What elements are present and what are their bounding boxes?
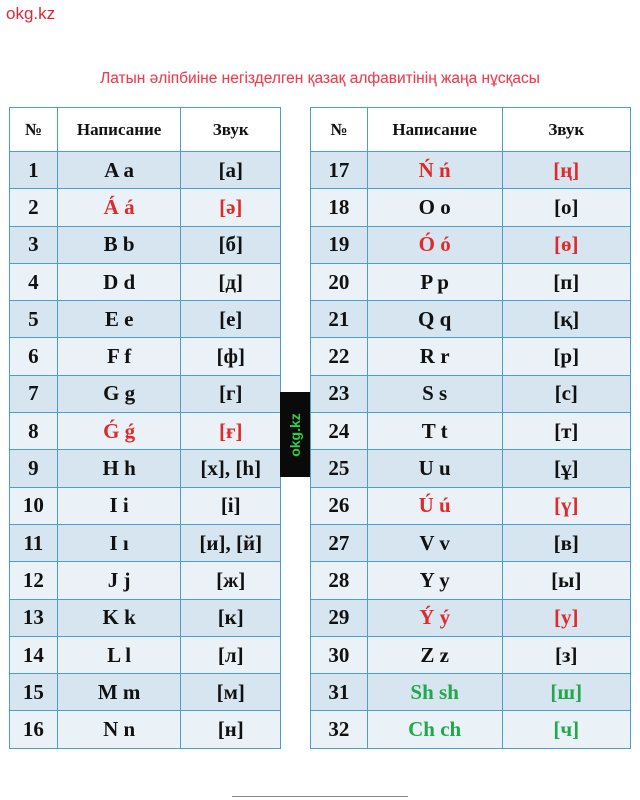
table-row xyxy=(10,226,281,263)
letter-spelling: Ý ý xyxy=(367,599,502,636)
letter-sound: [б] xyxy=(181,226,281,263)
table-row xyxy=(311,413,631,450)
letter-sound: [ы] xyxy=(502,562,630,599)
page-title: Латын әліпбиіне негізделген қазақ алфавитінің жаңа нұсқасы xyxy=(100,70,540,87)
letter-spelling: U u xyxy=(367,450,502,487)
letter-sound: [ғ] xyxy=(181,413,281,450)
row-number: 17 xyxy=(311,152,368,189)
row-number: 25 xyxy=(311,450,368,487)
letter-spelling: Ń ń xyxy=(367,152,502,189)
letter-sound: [у] xyxy=(502,599,630,636)
row-number: 27 xyxy=(311,524,368,561)
table-row xyxy=(10,674,281,711)
row-number: 8 xyxy=(10,413,58,450)
letter-spelling: P p xyxy=(367,263,502,300)
letter-spelling: L l xyxy=(57,636,181,673)
row-number: 9 xyxy=(10,450,58,487)
table-row xyxy=(311,599,631,636)
row-number: 5 xyxy=(10,301,58,338)
letter-spelling: Á á xyxy=(57,189,181,226)
alphabet-table-left xyxy=(9,107,281,749)
table-row xyxy=(10,562,281,599)
letter-sound: [ә] xyxy=(181,189,281,226)
header-spelling: Написание xyxy=(367,108,502,152)
letter-sound: [а] xyxy=(181,152,281,189)
letter-spelling: I i xyxy=(57,487,181,524)
table-row xyxy=(10,487,281,524)
letter-sound: [т] xyxy=(502,413,630,450)
letter-spelling: F f xyxy=(57,338,181,375)
letter-spelling: Y y xyxy=(367,562,502,599)
letter-spelling: Ch ch xyxy=(367,711,502,748)
letter-sound: [л] xyxy=(181,636,281,673)
table-row xyxy=(10,152,281,189)
letter-spelling: O o xyxy=(367,189,502,226)
row-number: 12 xyxy=(10,562,58,599)
letter-sound: [с] xyxy=(502,375,630,412)
letter-spelling: D d xyxy=(57,263,181,300)
row-number: 32 xyxy=(311,711,368,748)
table-row xyxy=(10,189,281,226)
letter-spelling: R r xyxy=(367,338,502,375)
letter-sound: [ж] xyxy=(181,562,281,599)
letter-spelling: E e xyxy=(57,301,181,338)
letter-sound: [і] xyxy=(181,487,281,524)
letter-spelling: N n xyxy=(57,711,181,748)
letter-sound: [м] xyxy=(181,674,281,711)
letter-sound: [х], [h] xyxy=(181,450,281,487)
table-row xyxy=(10,375,281,412)
letter-sound: [ө] xyxy=(502,226,630,263)
letter-spelling: B b xyxy=(57,226,181,263)
table-row xyxy=(311,487,631,524)
table-header-row xyxy=(311,108,631,152)
letter-sound: [д] xyxy=(181,263,281,300)
letter-spelling: I ı xyxy=(57,524,181,561)
letter-spelling: S s xyxy=(367,375,502,412)
row-number: 14 xyxy=(10,636,58,673)
letter-sound: [г] xyxy=(181,375,281,412)
table-row xyxy=(311,375,631,412)
letter-spelling: A a xyxy=(57,152,181,189)
bottom-divider xyxy=(232,796,408,797)
row-number: 10 xyxy=(10,487,58,524)
table-row xyxy=(311,189,631,226)
letter-sound: [ф] xyxy=(181,338,281,375)
row-number: 22 xyxy=(311,338,368,375)
header-number: № xyxy=(10,108,58,152)
table-row xyxy=(311,152,631,189)
letter-sound: [в] xyxy=(502,524,630,561)
table-row xyxy=(311,711,631,748)
row-number: 19 xyxy=(311,226,368,263)
table-row xyxy=(311,562,631,599)
row-number: 7 xyxy=(10,375,58,412)
row-number: 4 xyxy=(10,263,58,300)
letter-sound: [ш] xyxy=(502,674,630,711)
letter-sound: [ч] xyxy=(502,711,630,748)
letter-sound: [қ] xyxy=(502,301,630,338)
row-number: 3 xyxy=(10,226,58,263)
letter-spelling: Ó ó xyxy=(367,226,502,263)
header-spelling: Написание xyxy=(57,108,181,152)
row-number: 24 xyxy=(311,413,368,450)
letter-spelling: Q q xyxy=(367,301,502,338)
row-number: 21 xyxy=(311,301,368,338)
letter-sound: [е] xyxy=(181,301,281,338)
letter-spelling: Z z xyxy=(367,636,502,673)
header-number: № xyxy=(311,108,368,152)
table-row xyxy=(10,338,281,375)
letter-sound: [к] xyxy=(181,599,281,636)
row-number: 26 xyxy=(311,487,368,524)
row-number: 1 xyxy=(10,152,58,189)
table-row xyxy=(311,338,631,375)
table-row xyxy=(311,636,631,673)
row-number: 31 xyxy=(311,674,368,711)
table-row xyxy=(311,301,631,338)
letter-sound: [ң] xyxy=(502,152,630,189)
table-row xyxy=(311,674,631,711)
letter-sound: [р] xyxy=(502,338,630,375)
table-row xyxy=(311,524,631,561)
letter-sound: [о] xyxy=(502,189,630,226)
row-number: 20 xyxy=(311,263,368,300)
row-number: 29 xyxy=(311,599,368,636)
header-sound: Звук xyxy=(181,108,281,152)
letter-spelling: J j xyxy=(57,562,181,599)
row-number: 23 xyxy=(311,375,368,412)
row-number: 28 xyxy=(311,562,368,599)
letter-sound: [п] xyxy=(502,263,630,300)
letter-spelling: K k xyxy=(57,599,181,636)
table-row xyxy=(10,413,281,450)
table-row xyxy=(10,301,281,338)
row-number: 15 xyxy=(10,674,58,711)
letter-spelling: G g xyxy=(57,375,181,412)
table-row xyxy=(10,599,281,636)
letter-sound: [ұ] xyxy=(502,450,630,487)
watermark-badge xyxy=(280,392,310,477)
letter-spelling: T t xyxy=(367,413,502,450)
row-number: 11 xyxy=(10,524,58,561)
row-number: 16 xyxy=(10,711,58,748)
table-header-row xyxy=(10,108,281,152)
row-number: 18 xyxy=(311,189,368,226)
letter-spelling: V v xyxy=(367,524,502,561)
letter-sound: [и], [й] xyxy=(181,524,281,561)
site-link[interactable]: okg.kz xyxy=(6,4,56,23)
letter-spelling: Sh sh xyxy=(367,674,502,711)
letter-spelling: M m xyxy=(57,674,181,711)
table-row xyxy=(311,226,631,263)
row-number: 30 xyxy=(311,636,368,673)
table-row xyxy=(311,263,631,300)
row-number: 2 xyxy=(10,189,58,226)
letter-spelling: Ú ú xyxy=(367,487,502,524)
letter-spelling: H h xyxy=(57,450,181,487)
letter-sound: [н] xyxy=(181,711,281,748)
header-sound: Звук xyxy=(502,108,630,152)
table-row xyxy=(10,711,281,748)
table-row xyxy=(10,450,281,487)
letter-sound: [з] xyxy=(502,636,630,673)
watermark-text: okg.kz xyxy=(287,412,304,457)
table-row xyxy=(311,450,631,487)
alphabet-table-right xyxy=(310,107,631,749)
table-row xyxy=(10,636,281,673)
table-row xyxy=(10,263,281,300)
table-row xyxy=(10,524,281,561)
row-number: 6 xyxy=(10,338,58,375)
row-number: 13 xyxy=(10,599,58,636)
letter-sound: [ү] xyxy=(502,487,630,524)
letter-spelling: Ǵ ǵ xyxy=(57,413,181,450)
